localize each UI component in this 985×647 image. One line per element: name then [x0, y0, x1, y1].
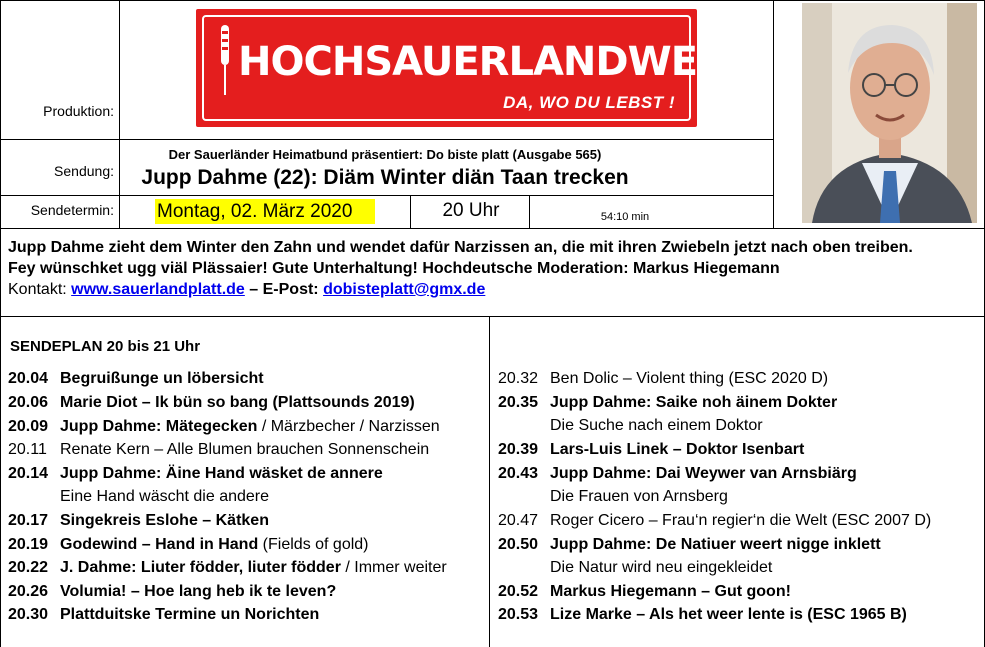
row-title: Volumia! – Hoe lang heb ik te leven?: [60, 583, 337, 600]
row-title-main: Godewind – Hand in Hand: [60, 536, 259, 553]
row-time: 20.11: [8, 441, 47, 458]
row-title: Roger Cicero – Frau‘n regier‘n die Welt (ESC 2007 D): [550, 512, 932, 529]
sendung-label: Sendung:: [54, 163, 114, 179]
row-title: Ben Dolic – Violent thing (ESC 2020 D): [550, 370, 829, 387]
row-time: 20.14: [8, 465, 49, 482]
border-top: [0, 0, 985, 1]
row-time: 20.22: [8, 559, 49, 576]
description-line-2: Fey wünschket ugg viäl Plässaier! Gute Unterhaltung! Hochdeutsche Moderation: Markus Hiegemann: [8, 260, 780, 277]
row-title-main: Jupp Dahme: Mätegecken: [60, 418, 258, 435]
row-title-extra: / Märzbecher / Narzissen: [257, 418, 440, 435]
row-time: 20.19: [8, 536, 49, 553]
row-title: Jupp Dahme: Dai Weywer van Arnsbiärg: [550, 465, 857, 482]
host-photo: [802, 3, 977, 223]
label-column-divider: [119, 0, 120, 228]
row-time: 20.52: [498, 583, 539, 600]
row-divider-2: [0, 195, 773, 196]
logo-wordmark: HOCHSAUERLANDWELLE: [238, 39, 773, 85]
row-title: Jupp Dahme: Äine Hand wäsket de annere: [60, 465, 383, 482]
row-time: 20.35: [498, 394, 539, 411]
plan-column-divider: [489, 316, 490, 647]
row-time: 20.39: [498, 441, 539, 458]
row-subtitle: Die Frauen von Arnsberg: [550, 488, 728, 505]
logo-slogan: DA, WO DU LEBST !: [503, 93, 675, 112]
contact-label: Kontakt:: [8, 281, 72, 298]
row-title-extra: (Fields of gold): [258, 536, 369, 553]
portrait-image: [802, 3, 977, 223]
row-subtitle: Die Natur wird neu eingekleidet: [550, 559, 773, 576]
broadcast-time: 20 Uhr: [442, 200, 500, 221]
header-bottom: [0, 228, 985, 229]
row-time: 20.26: [8, 583, 49, 600]
row-title: Singekreis Eslohe – Kätken: [60, 512, 269, 529]
row-title: [60, 417, 440, 437]
episode-description: [8, 237, 983, 300]
station-logo: [196, 9, 773, 127]
row-title: Jupp Dahme: Saike noh äinem Dokter: [550, 394, 838, 411]
row-time: 20.30: [8, 606, 49, 623]
row-subtitle: Die Suche nach einem Doktor: [550, 417, 763, 434]
broadcast-date: Montag, 02. März 2020: [155, 199, 375, 224]
plan-title: SENDEPLAN 20 bis 21 Uhr: [10, 338, 201, 355]
row-time: 20.50: [498, 536, 539, 553]
row-title-main: J. Dahme: Liuter födder, liuter födder: [60, 559, 341, 576]
microphone-icon: [218, 25, 232, 97]
description-line-1: Jupp Dahme zieht dem Winter den Zahn und wendet dafür Narzissen an, die mit ihren Zwiebeln jetzt nach oben treiben.: [8, 239, 913, 256]
desc-bottom: [0, 316, 985, 317]
row-divider-1: [0, 139, 773, 140]
row-time: 20.06: [8, 394, 49, 411]
photo-column-divider: [773, 0, 774, 228]
sendung-intro: Der Sauerländer Heimatbund präsentiert: Do biste platt (Ausgabe 565): [168, 147, 602, 162]
row-title: Jupp Dahme: De Natiuer weert nigge inklett: [550, 536, 881, 553]
row-time: 20.43: [498, 465, 539, 482]
sendetermin-label: Sendetermin:: [30, 202, 114, 218]
row-subtitle: Eine Hand wäscht die andere: [60, 488, 270, 505]
row-time: 20.47: [498, 512, 539, 529]
border-left: [0, 0, 1, 647]
broadcast-duration: 54:10 min: [600, 211, 650, 223]
row-title-extra: / Immer weiter: [340, 559, 447, 576]
row-title: Lars-Luis Linek – Doktor Isenbart: [550, 441, 805, 458]
sendung-title: Jupp Dahme (22): Diäm Winter diän Taan trecken: [141, 166, 629, 189]
row-title: Markus Hiegemann – Gut goon!: [550, 583, 791, 600]
row-title: Renate Kern – Alle Blumen brauchen Sonnenschein: [60, 441, 430, 458]
row-title: Marie Diot – Ik bün so bang (Plattsounds 2019): [60, 394, 415, 411]
email-link[interactable]: dobisteplatt@gmx.de: [323, 281, 486, 298]
date-divider-1: [410, 195, 411, 228]
website-link[interactable]: www.sauerlandplatt.de: [71, 281, 245, 298]
email-label: – E-Post:: [244, 281, 324, 298]
row-title: Begruißunge un löbersicht: [60, 370, 264, 387]
row-title: [60, 535, 369, 555]
row-title: Lize Marke – Als het weer lente is (ESC 1965 B): [550, 606, 907, 623]
row-time: 20.53: [498, 606, 539, 623]
row-title: [60, 558, 447, 578]
row-time: 20.04: [8, 370, 49, 387]
row-time: 20.17: [8, 512, 49, 529]
row-time: 20.09: [8, 418, 49, 435]
row-title: Plattduitske Termine un Norichten: [60, 606, 320, 623]
row-time: 20.32: [498, 370, 539, 387]
produktion-label: Produktion:: [43, 103, 114, 119]
